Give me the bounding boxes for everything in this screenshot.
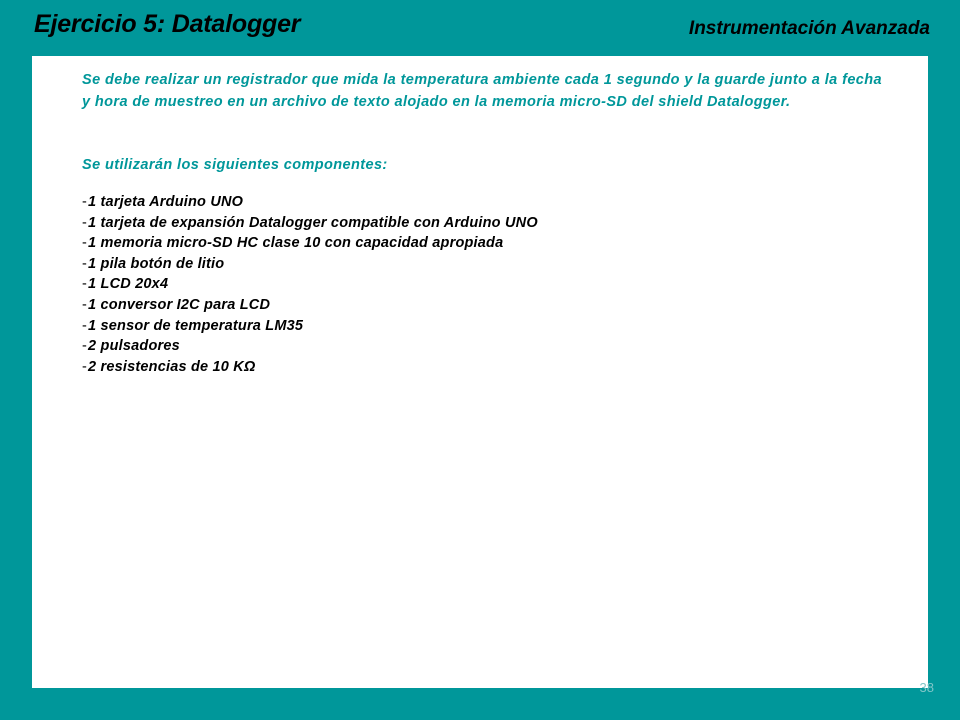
course-name: Instrumentación Avanzada (688, 18, 930, 39)
list-dash: - (82, 255, 88, 272)
component-item (82, 295, 538, 316)
component-item (82, 233, 538, 254)
component-label: 1 LCD 20x4 (88, 276, 169, 293)
list-dash: - (82, 214, 88, 231)
component-label: 1 pila botón de litio (88, 255, 225, 272)
component-label: 1 tarjeta Arduino UNO (88, 194, 244, 210)
list-dash: - (82, 358, 88, 375)
components-intro: Se utilizarán los siguientes componentes: (82, 157, 388, 173)
list-dash: - (82, 194, 88, 210)
component-item (82, 316, 538, 337)
component-item (82, 254, 538, 275)
list-dash: - (82, 317, 88, 334)
component-item (82, 192, 538, 213)
component-item (82, 213, 538, 234)
components-list (82, 192, 538, 377)
content-panel (32, 56, 928, 688)
component-label: 2 pulsadores (88, 338, 180, 355)
component-item (82, 336, 538, 357)
list-dash: - (82, 296, 88, 313)
component-label: 1 tarjeta de expansión Datalogger compatible con Arduino UNO (88, 214, 538, 231)
component-item (82, 274, 538, 295)
list-dash: - (82, 235, 88, 252)
component-item (82, 357, 538, 378)
component-label: 1 sensor de temperatura LM35 (88, 317, 304, 334)
component-label: 1 conversor I2C para LCD (88, 296, 271, 313)
slide-title: Ejercicio 5: Datalogger (34, 10, 301, 38)
intro-paragraph: Se debe realizar un registrador que mida la temperatura ambiente cada 1 segundo y la guarde junto a la fecha y hora de muestreo en un archivo de texto alojado en la memoria micro-SD del shield Datalogger. (82, 72, 882, 110)
list-dash: - (82, 338, 88, 355)
component-label: 1 memoria micro-SD HC clase 10 con capacidad apropiada (88, 235, 504, 252)
component-label: 2 resistencias de 10 KΩ (88, 358, 256, 375)
page-number: 38 (919, 680, 934, 695)
list-dash: - (82, 276, 88, 293)
